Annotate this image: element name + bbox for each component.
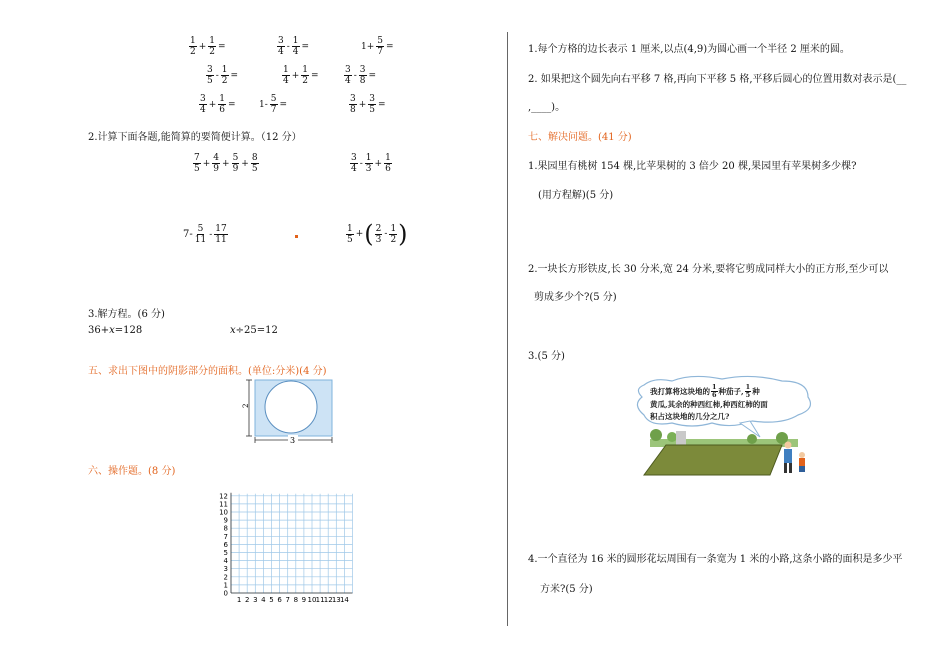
problem-1-text: 1.果园里有桃树 154 棵,比苹果树的 3 倍少 20 棵,果园里有苹果树多少棵?	[528, 161, 857, 172]
numerator: 5	[270, 94, 277, 104]
q2-expression-1	[192, 153, 260, 174]
fraction	[214, 224, 227, 245]
problem-4-text: 4.一个直径为 16 米的圆形花坛周围有一条宽为 1 米的小路,这条小路的面积是多少平	[528, 554, 903, 565]
numerator: 1	[209, 36, 216, 46]
x-tick-label: 1	[236, 596, 242, 604]
operator: =	[301, 41, 310, 52]
denominator: 4	[200, 105, 206, 115]
operator: +	[202, 158, 211, 169]
column-divider	[507, 32, 508, 626]
oral-item	[258, 94, 288, 115]
operator: -	[215, 70, 219, 81]
denominator: 3	[375, 234, 382, 245]
eq2-variable: x	[230, 325, 236, 336]
operator: =	[311, 70, 319, 81]
fraction	[232, 153, 240, 174]
oral-item	[360, 36, 395, 57]
bubble-fraction-2	[745, 384, 752, 399]
y-tick-label: 6	[223, 540, 228, 549]
section-5-title: 五、求出下图中的阴影部分的面积。(单位:分米)(4 分)	[88, 366, 327, 377]
bubble-line-3: 积占这块地的几分之几?	[650, 412, 730, 421]
operator: =	[230, 70, 239, 81]
operator: -	[353, 70, 357, 81]
numerator: 3	[278, 36, 284, 46]
denominator: 2	[190, 47, 196, 57]
bubble-f2-num: 1	[745, 383, 751, 391]
y-tick-label: 8	[223, 524, 228, 533]
denominator: 5	[369, 105, 376, 115]
x-tick-label: 4	[261, 596, 266, 604]
fraction	[384, 153, 392, 174]
q2-expression-2	[349, 153, 393, 174]
right-paren: )	[398, 220, 408, 248]
numerator: 1	[385, 153, 391, 163]
left-paren: (	[364, 220, 374, 248]
fraction	[270, 94, 278, 115]
problem-3-label: 3.(5 分)	[528, 351, 565, 362]
fraction	[359, 65, 367, 86]
height-label: 2	[242, 403, 250, 408]
operator: =	[378, 99, 386, 110]
y-tick-label: 1	[223, 581, 228, 590]
x-tick-label: 7	[285, 596, 290, 604]
fraction	[282, 65, 290, 86]
eq1-variable: x	[109, 325, 115, 336]
x-tick-label: 8	[293, 596, 299, 604]
x-tick-label: 3	[253, 596, 258, 604]
denominator: 2	[390, 234, 397, 245]
bubble-text-b: 种茄子,	[718, 386, 744, 396]
bubble-f2-den: 5	[745, 391, 751, 399]
numerator: 3	[200, 94, 206, 104]
y-tick-label: 12	[219, 492, 228, 501]
oral-item	[348, 94, 387, 115]
y-tick-label: 10	[219, 508, 228, 517]
inner-circle	[265, 381, 317, 433]
denominator: 9	[232, 164, 239, 174]
fraction	[346, 224, 354, 245]
denominator: 7	[377, 47, 384, 57]
numerator: 3	[351, 153, 357, 163]
numerator: 1	[390, 223, 397, 234]
numerator: 1	[292, 36, 299, 46]
x-tick-label: 14	[339, 596, 349, 604]
bubble-f1-num: 1	[712, 383, 717, 391]
denominator: 2	[209, 47, 216, 57]
fraction	[376, 36, 384, 57]
denominator: 11	[215, 235, 227, 245]
problem-2-text: 2.一块长方形铁皮,长 30 分米,宽 24 分米,要将它剪成同样大小的正方形,至少可以	[528, 264, 889, 275]
operator: +	[355, 229, 364, 239]
operator: 1+	[361, 41, 375, 52]
y-tick-label: 0	[223, 589, 228, 598]
numerator: 1	[219, 94, 226, 104]
q2-expression-3	[183, 224, 229, 245]
numerator: 17	[215, 224, 227, 234]
fraction	[301, 65, 309, 86]
operation-2-blank: ,____)。	[528, 102, 566, 113]
denominator: 7	[270, 105, 277, 115]
operator: =	[228, 99, 236, 110]
operator: =	[386, 41, 394, 52]
numerator: 1	[302, 65, 309, 75]
y-tick-label: 9	[223, 516, 228, 525]
fraction	[375, 224, 383, 245]
oral-item	[281, 65, 320, 86]
problem-2-text-cont: 剪成多少个?(5 分)	[534, 292, 617, 303]
denominator: 4	[278, 47, 284, 57]
fraction	[389, 224, 397, 245]
operator: +	[374, 158, 383, 169]
numerator: 5	[232, 153, 239, 163]
operator: -	[286, 41, 290, 52]
denominator: 5	[347, 234, 353, 245]
fraction	[194, 224, 207, 245]
denominator: 5	[194, 164, 200, 174]
operator: =	[279, 99, 288, 110]
eq2-right: ÷25=12	[235, 325, 278, 336]
problem-4-text-cont: 方米?(5 分)	[540, 584, 593, 595]
q2-title: 2.计算下面各题,能简算的要简便计算。（12 分）	[88, 132, 302, 143]
x-tick-label: 10	[307, 596, 317, 604]
speech-bubble-text	[650, 384, 806, 423]
bubble-text-c: 种	[752, 386, 760, 396]
field-plot	[644, 445, 782, 475]
operation-1-text: 1.每个方格的边长表示 1 厘米,以点(4,9)为圆心画一个半径 2 厘米的圆。	[528, 44, 850, 55]
fraction	[349, 94, 357, 115]
y-tick-label: 4	[223, 557, 228, 566]
bubble-text-a: 我打算将这块地的	[650, 386, 710, 396]
fraction	[368, 94, 376, 115]
oral-item	[276, 36, 310, 57]
operator: +	[208, 99, 217, 110]
numerator: 3	[369, 94, 376, 104]
eq1-right: =128	[114, 325, 143, 336]
y-tick-label: 11	[219, 500, 228, 509]
numerator: 1	[347, 223, 353, 234]
denominator: 5	[251, 164, 258, 174]
numerator: 3	[359, 65, 366, 75]
denominator: 6	[385, 164, 391, 174]
y-tick-label: 2	[223, 573, 228, 582]
denominator: 4	[345, 76, 351, 86]
oral-item	[343, 65, 377, 86]
denominator: 6	[219, 105, 226, 115]
denominator: 4	[351, 164, 357, 174]
numerator: 3	[350, 94, 356, 104]
fraction	[251, 153, 259, 174]
oral-item	[198, 94, 237, 115]
numerator: 3	[345, 65, 351, 75]
operator: +	[198, 41, 207, 52]
x-tick-label: 6	[277, 596, 282, 604]
numerator: 1	[365, 153, 372, 163]
fraction	[344, 65, 352, 86]
field-illustration	[632, 375, 814, 481]
q2-expression-4	[345, 222, 408, 246]
stray-dot	[295, 235, 298, 238]
bubble-fraction-1	[711, 384, 718, 399]
x-tick-label: 11	[315, 596, 325, 604]
operator: -	[209, 229, 213, 240]
y-tick-label: 3	[223, 565, 228, 574]
x-tick-label: 2	[244, 596, 250, 604]
x-tick-label: 13	[331, 596, 341, 604]
operator: -	[384, 229, 388, 239]
oral-item	[205, 65, 239, 86]
fraction	[365, 153, 373, 174]
y-tick-label: 5	[223, 549, 228, 557]
operator: +	[222, 158, 230, 169]
numerator: 3	[207, 65, 213, 75]
fraction	[221, 65, 229, 86]
denominator: 5	[207, 76, 213, 86]
expr3-prefix: 7-	[183, 229, 193, 240]
fraction	[199, 94, 207, 115]
fraction	[189, 36, 197, 57]
numerator: 1	[283, 65, 289, 75]
operation-2-text: 2. 如果把这个圆先向右平移 7 格,再向下平移 5 格,平移后圆心的位置用数对表示是(__	[528, 74, 907, 85]
x-tick-label: 9	[301, 596, 307, 604]
shaded-area-figure	[240, 377, 336, 447]
fraction	[218, 94, 226, 115]
operator: +	[358, 99, 367, 110]
numerator: 8	[251, 153, 258, 163]
x-tick-label: 12	[323, 596, 333, 604]
equation-2	[230, 325, 278, 336]
equation-1	[88, 325, 142, 336]
denominator: 8	[350, 105, 356, 115]
numerator: 5	[197, 224, 204, 234]
fraction	[212, 153, 220, 174]
problem-1-note: (用方程解)(5 分)	[538, 190, 614, 201]
denominator: 2	[302, 76, 309, 86]
x-tick-label: 5	[269, 596, 274, 604]
bubble-f1-den: 6	[712, 391, 717, 399]
numerator: 7	[194, 153, 200, 163]
fraction	[206, 65, 214, 86]
denominator: 2	[221, 76, 228, 86]
fraction	[292, 36, 300, 57]
numerator: 1	[221, 65, 228, 75]
fraction	[350, 153, 358, 174]
denominator: 11	[194, 235, 207, 245]
denominator: 9	[213, 164, 220, 174]
operator: 1-	[259, 99, 268, 110]
oral-item	[188, 36, 227, 57]
numerator: 1	[190, 36, 196, 46]
coordinate-grid[interactable]	[210, 480, 360, 606]
numerator: 5	[377, 36, 384, 46]
width-label: 3	[290, 436, 296, 445]
operator: =	[368, 70, 377, 81]
denominator: 3	[365, 164, 372, 174]
fraction	[208, 36, 216, 57]
operator: -	[359, 158, 363, 169]
denominator: 8	[359, 76, 366, 86]
numerator: 4	[213, 153, 220, 163]
eq1-left: 36+	[88, 325, 110, 336]
operator: +	[241, 158, 249, 169]
q3-title: 3.解方程。(6 分)	[88, 309, 165, 320]
y-tick-label: 7	[223, 532, 228, 541]
fraction	[193, 153, 201, 174]
bubble-line-2: 黄瓜,其余的种西红柿,种西红柿的面	[650, 400, 768, 409]
numerator: 2	[375, 223, 382, 234]
fraction	[277, 36, 285, 57]
section-6-title: 六、操作题。(8 分)	[88, 466, 176, 477]
denominator: 4	[292, 47, 299, 57]
operator: =	[218, 41, 226, 52]
denominator: 4	[283, 76, 289, 86]
section-7-title: 七、解决问题。(41 分)	[528, 132, 632, 143]
operator: +	[291, 70, 300, 81]
